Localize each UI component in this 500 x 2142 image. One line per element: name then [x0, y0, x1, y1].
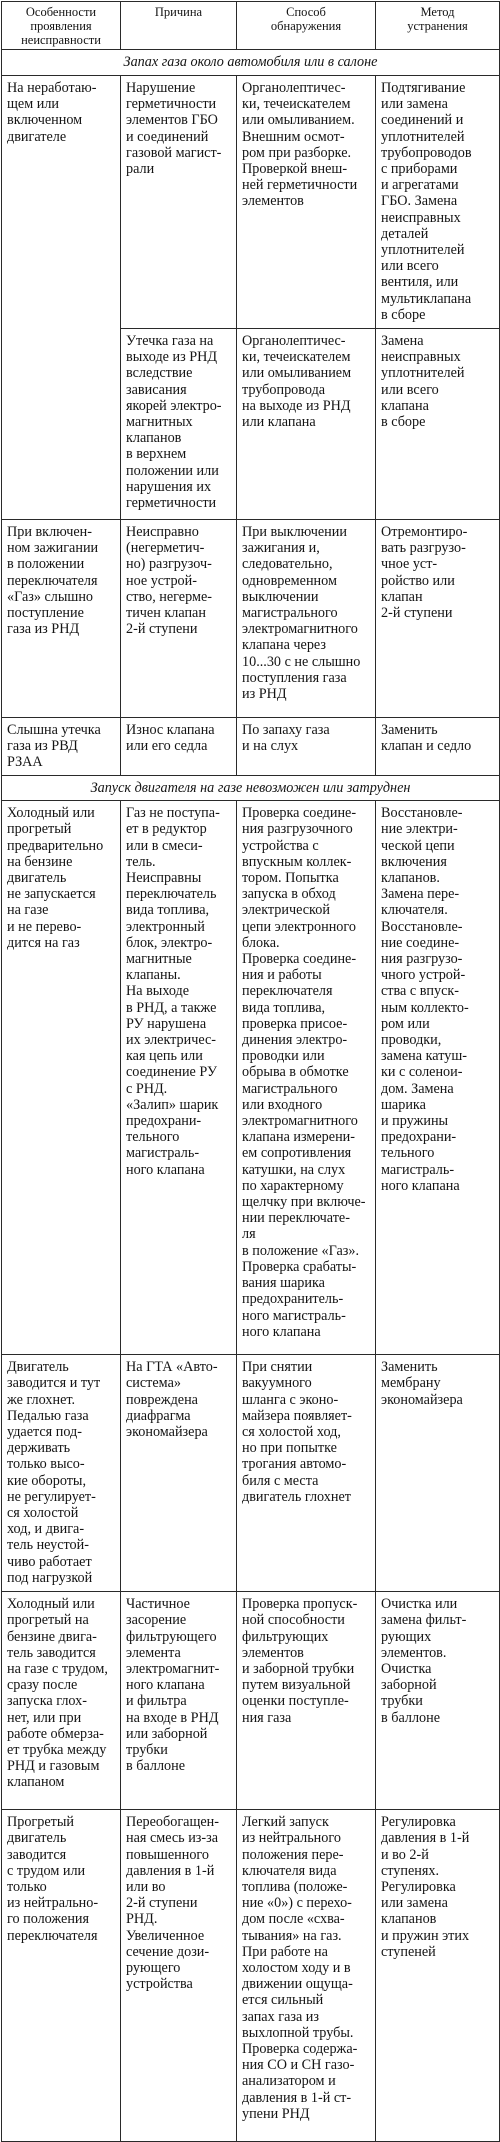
header-cause: Причина	[121, 2, 237, 50]
header-detection: Способ обнаружения	[237, 2, 376, 50]
cell-cause: Частичное засорение фильтрующего элемента электромагнит- ного клапана и фильтра на входе в РНД или заборной трубки в баллоне	[121, 1592, 237, 1810]
cell-remedy: Подтягивание или замена соединений и уплотнителей трубопроводов с приборами и агрегатами ГБО. Замена неисправных деталей уплотнителей или всего вентиля, или мультиклапана в сборе	[376, 76, 500, 329]
table-row	[2, 801, 500, 1355]
cell-cause: На ГТА «Авто- система» повреждена диафрагма экономайзера	[121, 1355, 237, 1592]
cell-remedy: Замена неисправных уплотнителей или всего клапана в сборе	[376, 329, 500, 520]
cell-detection: По запаху газа и на слух	[237, 718, 376, 776]
table-row	[2, 718, 500, 776]
cell-symptom: При включен- ном зажигании в положении переключателя «Газ» слышно поступление газа из РНД	[2, 520, 121, 718]
cell-remedy: Восстановле- ние электри- ческой цепи включения клапанов. Замена пере- ключателя. Восстановле- ние соедине- ния разгрузо- чного устрой- ства с впуск- ным коллекто- ром или проводки, замена катуш- ки с соленои- дом. Замена шарика и пружины предохрани- тельного магистраль- ного клапана	[376, 801, 500, 1355]
section-title: Запах газа около автомобиля или в салоне	[2, 50, 500, 76]
cell-cause: Нарушение герметичности элементов ГБО и соединений газовой магист- рали	[121, 76, 237, 329]
cell-cause: Газ не поступа- ет в редуктор или в смеси- тель. Неисправны переключатель вида топлива, электронный блок, электро- магнитные клапаны. На выходе в РНД, а также РУ нарушена их электричес- кая цепь или соединение РУ с РНД. «Залип» шарик предохрани- тельного магистраль- ного клапана	[121, 801, 237, 1355]
cell-symptom: На неработаю- щем или включенном двигателе	[2, 76, 121, 520]
header-remedy: Метод устранения	[376, 2, 500, 50]
section-row	[2, 776, 500, 801]
cell-symptom: Холодный или прогретый предварительно на бензине двигатель не запускается на газе и не перево- дится на газ	[2, 801, 121, 1355]
cell-detection: Проверка пропуск- ной способности фильтрующих элементов и заборной трубки путем визуальной оценки поступле- ния газа	[237, 1592, 376, 1810]
cell-remedy: Регулировка давления в 1-й и во 2-й ступенях. Регулировка или замена клапанов и пружин этих ступеней	[376, 1810, 500, 2142]
cell-remedy: Заменить клапан и седло	[376, 718, 500, 776]
cell-detection: Органолептичес- ки, течеискателем или омыливанием. Внешним осмот- ром при разборке. Проверкой внеш- ней герметичности элементов	[237, 76, 376, 329]
cell-detection: При снятии вакуумного шланга с эконо- майзера появляет- ся холостой ход, но при попытке трогания автомо- биля с места двигатель глохнет	[237, 1355, 376, 1592]
table-row	[2, 76, 500, 329]
cell-detection: Легкий запуск из нейтрального положения пере- ключателя вида топлива (положе- ние «0») с перехо- дом после «схва- тывания» на газ. При работе на холостом ходу и в движении ощуща- ется сильный запах газа из выхлопной трубы. Проверка содержа- ния СО и СН газо- анализатором и давления в 1-й ст- упени РНД	[237, 1810, 376, 2142]
cell-remedy: Заменить мембрану экономайзера	[376, 1355, 500, 1592]
table-row	[2, 1355, 500, 1592]
cell-detection: Проверка соедине- ния разгрузочного устройства с впускным коллек- тором. Попытка запуска в обход электрической цепи электронного блока. Проверка соедине- ния и работы переключателя вида топлива, проверка присое- динения электро- проводки или обрыва в обмотке магистрального или входного электромагнитного клапана измерени- ем сопротивления катушки, на слух по характерному щелчку при включе- нии переключате- ля в положение «Газ». Проверка срабаты- вания шарика предохранитель- ного магистраль- ного клапана	[237, 801, 376, 1355]
header-row	[2, 2, 500, 50]
cell-detection: Органолептичес- ки, течеискателем или омыливанием трубопровода на выходе из РНД или клапана	[237, 329, 376, 520]
section-title: Запуск двигателя на газе невозможен или затруднен	[2, 776, 500, 801]
cell-cause: Утечка газа на выходе из РНД вследствие зависания якорей электро- магнитных клапанов в верхнем положении или нарушения их герметичности	[121, 329, 237, 520]
cell-remedy: Очистка или замена фильт- рующих элементов. Очистка заборной трубки в баллоне	[376, 1592, 500, 1810]
cell-detection: При выключении зажигания и, следовательно, одновременном выключении магистрального электромагнитного клапана через 10...30 с не слышно поступления газа из РНД	[237, 520, 376, 718]
troubleshooting-table	[1, 1, 500, 2142]
header-symptom: Особенности проявления неисправности	[2, 2, 121, 50]
table-row	[2, 1592, 500, 1810]
section-row	[2, 50, 500, 76]
table-row	[2, 1810, 500, 2142]
cell-symptom: Прогретый двигатель заводится с трудом или только из нейтрально- го положения переключателя	[2, 1810, 121, 2142]
table-row	[2, 520, 500, 718]
cell-symptom: Холодный или прогретый на бензине двига- тель заводится на газе с трудом, сразу после запуска глох- нет, или при работе обмерза- ет трубка между РНД и газовым клапаном	[2, 1592, 121, 1810]
cell-symptom: Слышна утечка газа из РВД РЗАА	[2, 718, 121, 776]
cell-cause: Износ клапана или его седла	[121, 718, 237, 776]
cell-remedy: Отремонтиро- вать разгрузо- чное уст- ройство или клапан 2-й ступени	[376, 520, 500, 718]
cell-cause: Переобогащен- ная смесь из-за повышенного давления в 1-й или во 2-й ступени РНД. Увеличенное сечение дози- рующего устройства	[121, 1810, 237, 2142]
cell-symptom: Двигатель заводится и тут же глохнет. Педалью газа удается под- держивать только высо- кие обороты, не регулирует- ся холостой ход, и двига- тель неустой- чиво работает под нагрузкой	[2, 1355, 121, 1592]
cell-cause: Неисправно (негерметич- но) разгрузоч- ное устрой- ство, негермe- тичен клапан 2-й ступени	[121, 520, 237, 718]
